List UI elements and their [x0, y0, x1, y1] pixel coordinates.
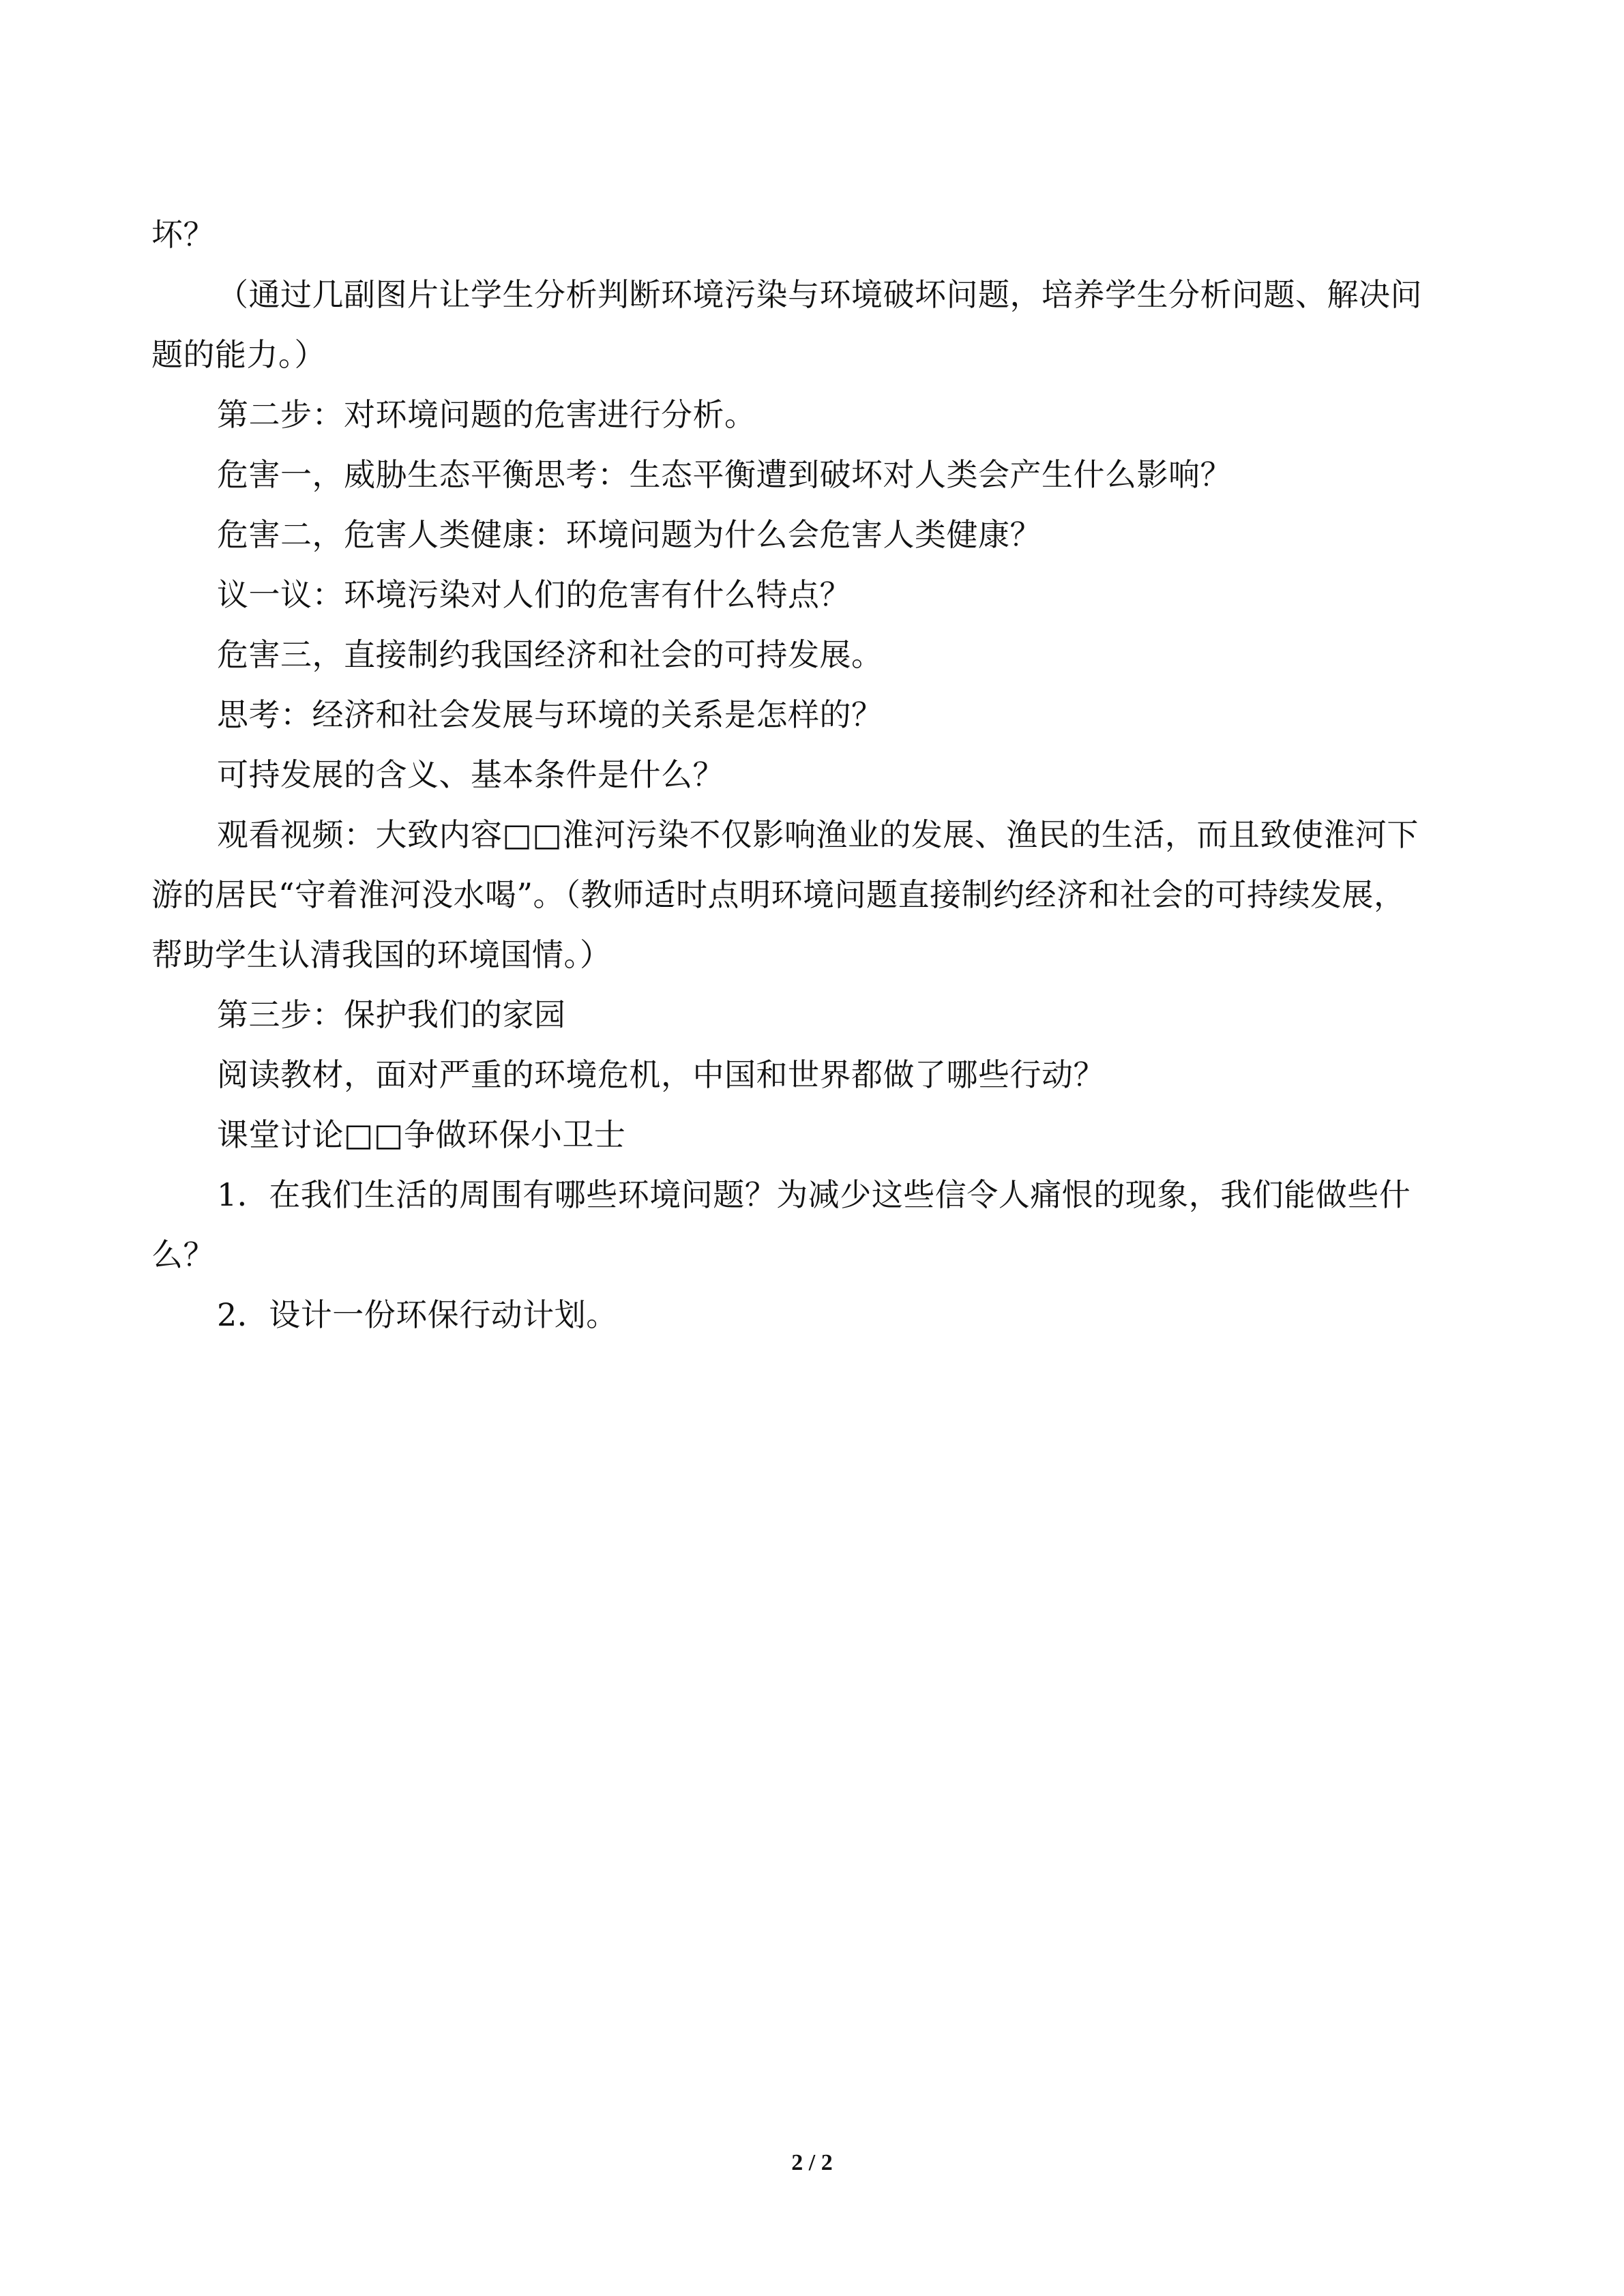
text-line: 帮助学生认清我国的环境国情。） — [151, 936, 612, 973]
text-line: 观看视频：大致内容□□淮河污染不仅影响渔业的发展、渔民的生活，而且致使淮河下 — [217, 816, 1419, 853]
list-item: 2．设计一份环保行动计划。 — [217, 1296, 618, 1333]
step-heading: 第三步：保护我们的家园 — [217, 996, 566, 1033]
page-number: 2 / 2 — [791, 2150, 833, 2175]
text-line: 思考：经济和社会发展与环境的关系是怎样的？ — [217, 696, 883, 733]
text-line: 游的居民“守着淮河没水喝”。（教师适时点明环境问题直接制约经济和社会的可持续发展， — [151, 876, 1406, 913]
text-line: 题的能力。） — [151, 336, 326, 373]
list-item: 1．在我们生活的周围有哪些环境问题？为减少这些信令人痛恨的现象，我们能做些什 — [217, 1176, 1411, 1213]
text-line: 危害一，威胁生态平衡思考：生态平衡遭到破坏对人类会产生什么影响？ — [217, 456, 1232, 493]
text-line: 么？ — [151, 1236, 215, 1273]
document-body — [151, 205, 1475, 1345]
text-line: 危害二，危害人类健康：环境问题为什么会危害人类健康？ — [217, 516, 1042, 553]
step-heading: 第二步：对环境问题的危害进行分析。 — [217, 396, 756, 433]
text-line: 危害三，直接制约我国经济和社会的可持发展。 — [217, 636, 883, 673]
text-line: 坏？ — [151, 216, 215, 253]
text-line: （通过几副图片让学生分析判断环境污染与环境破坏问题，培养学生分析问题、解决问 — [217, 276, 1422, 313]
text-line: 课堂讨论□□争做环保小卫士 — [217, 1116, 626, 1153]
text-line: 议一议：环境污染对人们的危害有什么特点？ — [217, 576, 851, 613]
text-line: 可持发展的含义、基本条件是什么？ — [217, 756, 724, 793]
text-line: 阅读教材，面对严重的环境危机，中国和世界都做了哪些行动？ — [217, 1056, 1105, 1093]
